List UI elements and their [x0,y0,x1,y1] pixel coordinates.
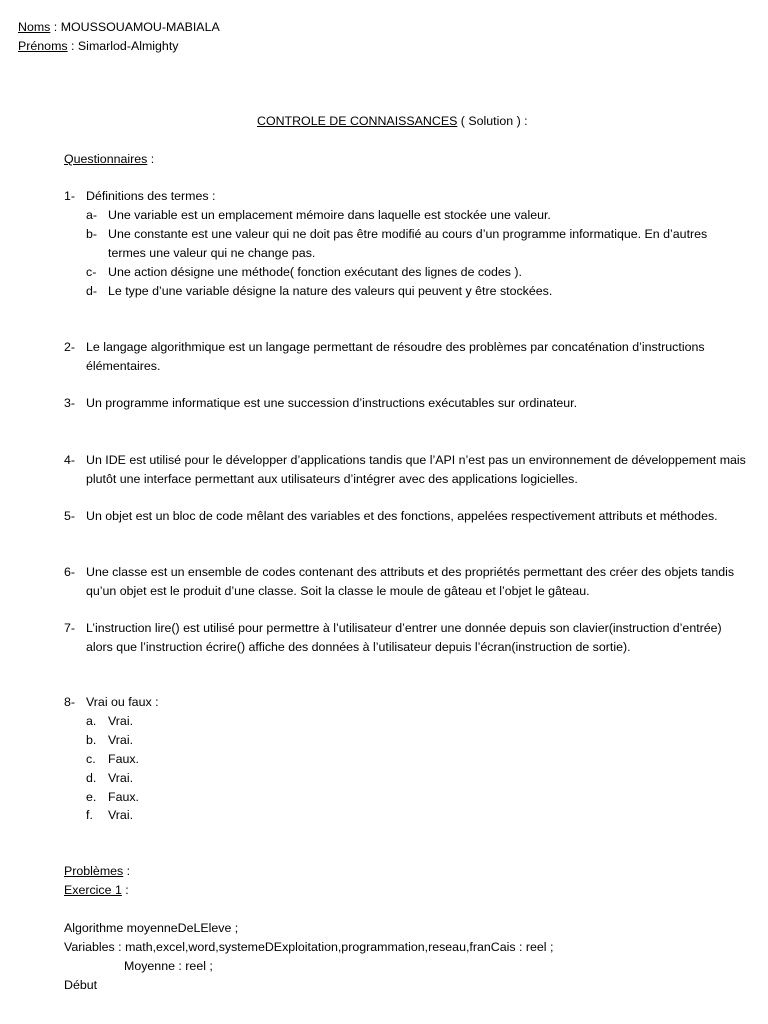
algorithm-moyenne-line: Moyenne : reel ; [124,959,213,973]
page-title [257,112,528,131]
question-text: L’instruction lire() est utilisé pour permettre à l’utilisateur d’entrer une donnée depuis son clavier(instruction d’entrée) alors que l’instruction écrire() affiche des données à l’utilisateur depuis l’écran(instruction de sortie). [86,621,722,654]
sub-item-number: d- [86,284,98,298]
question-number: 2- [64,340,76,354]
problemes-heading [64,862,130,881]
first-name-separator: : [67,39,78,53]
questionnaires-label: Questionnaires [64,152,148,166]
title-suffix: ( Solution ) : [457,114,528,128]
exercice-heading [64,881,129,900]
questionnaires-suffix: : [147,152,155,166]
sub-item-text: Une action désigne une méthode( fonction exécutant des lignes de codes ). [108,265,522,279]
question-number: 7- [64,621,76,635]
sub-item-number: e. [86,790,97,804]
questionnaires-heading [64,150,154,169]
problemes-suffix: : [123,864,131,878]
sub-item-number: a. [86,714,97,728]
sub-item-text: Une variable est un emplacement mémoire dans laquelle est stockée une valeur. [108,208,551,222]
question-text: Le langage algorithmique est un langage permettant de résoudre des problèmes par concaténation d’instructions élémentaires. [86,340,705,373]
question-number: 8- [64,695,76,709]
sub-item-number: c. [86,752,96,766]
sub-item-text: Une constante est une valeur qui ne doit pas être modifié au cours d’un programme informatique. En d’autres termes une valeur qui ne change pas. [108,227,708,260]
sub-item-text: Faux. [108,752,139,766]
question-text: Un programme informatique est une succession d’instructions exécutables sur ordinateur. [86,396,578,410]
last-name-value: MOUSSOUAMOU-MABIALA [60,20,220,34]
first-name-value: Simarlod-Almighty [77,39,179,53]
question-number: 4- [64,453,76,467]
algorithm-variables-line: Variables : math,excel,word,systemeDExploitation,programmation,reseau,franCais : reel ; [64,940,554,954]
title-main: CONTROLE DE CONNAISSANCES [257,114,458,128]
exercice-suffix: : [121,883,129,897]
sub-item-text: Faux. [108,790,139,804]
sub-item-number: c- [86,265,97,279]
question-number: 6- [64,565,76,579]
question-number: 3- [64,396,76,410]
last-name-separator: : [50,20,61,34]
question-number: 1- [64,189,76,203]
sub-item-number: d. [86,771,97,785]
algorithm-name-line: Algorithme moyenneDeLEleve ; [64,921,239,935]
question-text: Un objet est un bloc de code mêlant des variables et des fonctions, appelées respectivement attributs et méthodes. [86,509,718,523]
sub-item-text: Vrai. [108,733,134,747]
sub-item-number: b- [86,227,98,241]
student-first-name-line [18,37,178,56]
exercice-label: Exercice 1 [64,883,122,897]
sub-item-number: a- [86,208,98,222]
student-last-name-line [18,18,220,37]
sub-item-text: Le type d’une variable désigne la nature des valeurs qui peuvent y être stockées. [108,284,553,298]
sub-item-number: b. [86,733,97,747]
sub-item-text: Vrai. [108,714,134,728]
algorithm-debut-line: Début [64,978,98,992]
sub-item-text: Vrai. [108,808,134,822]
sub-item-number: f. [86,808,93,822]
problemes-label: Problèmes [64,864,124,878]
last-name-label: Noms [18,20,51,34]
question-text: Un IDE est utilisé pour le développer d’applications tandis que l’API n’est pas un environnement de développement mais plutôt une interface permettant aux utilisateurs d’intégrer avec des applications logicielles. [86,453,746,486]
sub-item-text: Vrai. [108,771,134,785]
question-text: Définitions des termes : [86,189,216,203]
first-name-label: Prénoms [18,39,68,53]
question-text: Vrai ou faux : [86,695,159,709]
question-text: Une classe est un ensemble de codes contenant des attributs et des propriétés permettant des créer des objets tandis qu’un objet est le produit d’une classe. Soit la classe le moule de gâteau et l’objet le gâteau. [86,565,735,598]
question-number: 5- [64,509,76,523]
